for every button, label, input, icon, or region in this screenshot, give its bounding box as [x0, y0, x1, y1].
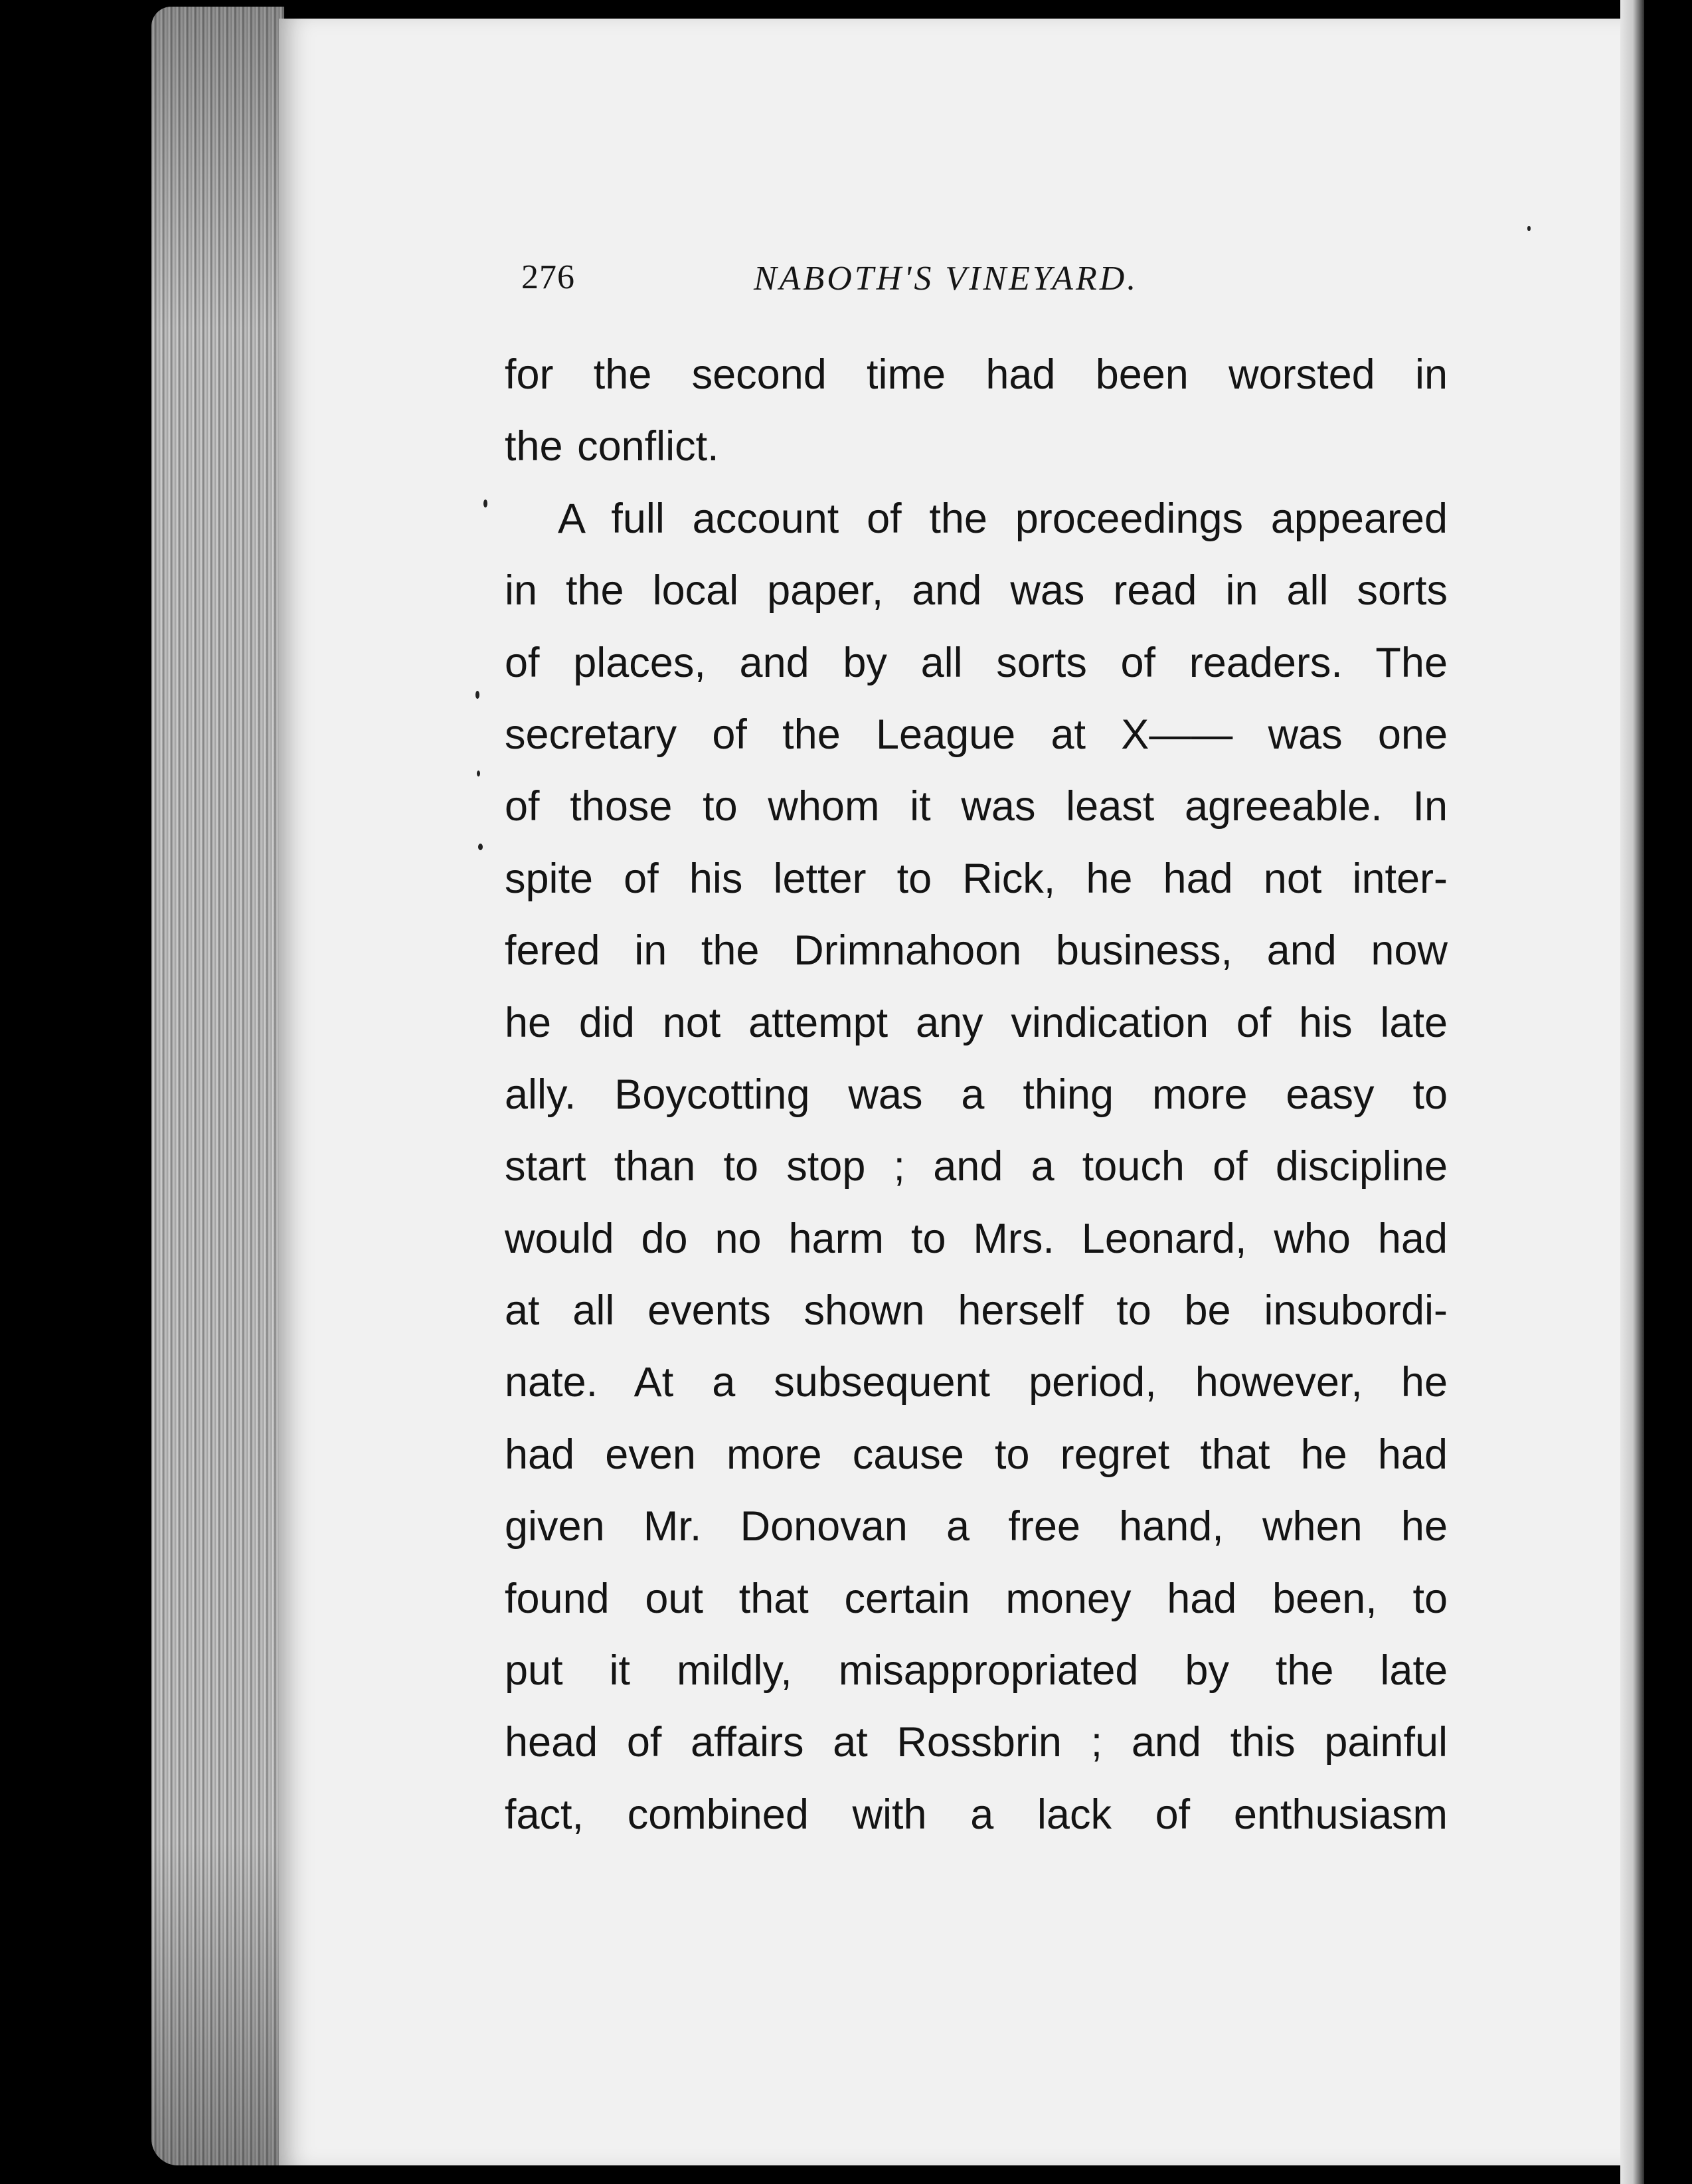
stray-mark — [475, 691, 479, 699]
text-line: for the second time had been worsted in — [505, 351, 1448, 398]
scan-border — [1644, 0, 1692, 2184]
text-line: fact, combined with a lack of enthusiasm — [505, 1791, 1448, 1838]
stray-mark — [477, 771, 480, 776]
page-header — [521, 258, 1438, 311]
text-line: start than to stop ; and a touch of discipline — [505, 1143, 1448, 1190]
body-text — [505, 339, 1448, 1851]
stray-mark — [483, 500, 487, 507]
text-line: found out that certain money had been, to — [505, 1575, 1448, 1622]
text-line: put it mildly, misappropriated by the late — [505, 1647, 1448, 1694]
text-line: given Mr. Donovan a free hand, when he — [505, 1503, 1448, 1550]
page-number: 276 — [521, 258, 575, 296]
book-page-edges — [151, 7, 284, 2165]
text-line: secretary of the League at X—— was one — [505, 711, 1448, 758]
stray-mark — [478, 844, 483, 850]
page-gutter-edge — [1620, 0, 1646, 2184]
text-line: head of affairs at Rossbrin ; and this painful — [505, 1719, 1448, 1766]
text-line: had even more cause to regret that he had — [505, 1431, 1448, 1478]
text-line: the conflict. — [505, 423, 719, 470]
text-line: A full account of the proceedings appeared — [558, 495, 1448, 542]
text-line: at all events shown herself to be insubordi- — [505, 1287, 1448, 1334]
text-line: nate. At a subsequent period, however, he — [505, 1359, 1448, 1406]
text-line: fered in the Drimnahoon business, and now — [505, 927, 1448, 974]
text-line: of places, and by all sorts of readers. The — [505, 639, 1448, 686]
text-line: he did not attempt any vindication of his late — [505, 999, 1448, 1046]
text-line: would do no harm to Mrs. Leonard, who had — [505, 1215, 1448, 1262]
text-line: ally. Boycotting was a thing more easy to — [505, 1071, 1448, 1118]
running-title: NABOTH'S VINEYARD. — [754, 260, 1139, 298]
text-line: spite of his letter to Rick, he had not inter- — [505, 855, 1448, 902]
text-line: of those to whom it was least agreeable. In — [505, 783, 1448, 830]
stray-mark — [1527, 226, 1531, 231]
text-line: in the local paper, and was read in all sorts — [505, 567, 1448, 614]
